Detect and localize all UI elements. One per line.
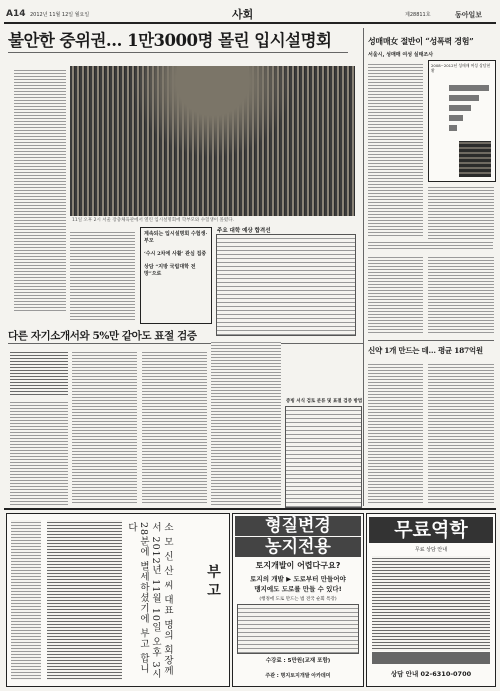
side-story-body-3 (368, 240, 493, 250)
side-chart (428, 60, 496, 182)
sub-body-4 (211, 340, 281, 505)
land-ad-headline-2: 농지전용 (235, 537, 361, 557)
land-ad-host: 주관 : 명지토지개발 아카데미 (265, 673, 331, 679)
cutoff-table (216, 234, 356, 336)
side-story-body (368, 62, 423, 237)
lead-body-column-1 (14, 68, 66, 313)
fortune-ad-schedule-box (372, 652, 490, 664)
chart-bar (449, 95, 479, 101)
land-ad-line-1: 토지의 개발 ▶ 도로부터 만들어야 (250, 575, 346, 583)
lead-body-column-2 (70, 230, 135, 320)
obituary-ad (6, 513, 230, 687)
land-ad-cta: (행정에 도로 만드는 법 전국 순회 특강) (259, 597, 337, 602)
obituary-name-list (47, 520, 122, 680)
verification-box-title: 증빙 서식 검토 분류 및 표절 검증 방법 (286, 399, 363, 404)
fortune-ad (366, 513, 496, 687)
side-story-body-5 (428, 255, 494, 335)
obituary-body: 소 모 신 산 씨 대표 명의 회장께서 2012년 11월 10일 오후 3시 28분에 별세하셨기에 부고 합니다 (126, 522, 173, 679)
sub-lead (10, 350, 68, 395)
lead-photo (70, 66, 355, 216)
sub-headline-rule (8, 343, 363, 344)
obituary-side-notes (11, 520, 41, 680)
land-ad-question: 토지개발이 어렵다구요? (255, 561, 341, 570)
side-story-body-4 (368, 255, 423, 335)
sub-body-2 (72, 350, 137, 505)
sub-body-1 (10, 400, 68, 505)
chart-bar (449, 85, 489, 91)
section-title: 사회 (232, 8, 254, 21)
ad-section-rule (4, 508, 496, 510)
land-ad-fee: 수강료 : 5만원(교재 포함) (265, 658, 331, 664)
side-story-body-2 (428, 185, 494, 240)
column-divider (363, 28, 364, 506)
sub-headline: 다른 자기소개서와 5%만 같아도 표절 검증 (8, 330, 197, 342)
page-number: A14 (6, 9, 26, 19)
issue-date: 2012년 11월 12일 월요일 (30, 12, 90, 18)
side-chart-title: 2008~2012년 성매매 여성 상담현황 (431, 63, 491, 73)
chart-bar (449, 115, 463, 121)
drug-story-body-2 (428, 362, 494, 505)
side-chart-photo (459, 141, 491, 177)
land-ad-schedule (237, 604, 359, 654)
drug-story-body-1 (368, 362, 423, 505)
question-box-item: 상담 “지방 국립대학 전망”으로 (144, 264, 196, 277)
land-ad (232, 513, 364, 687)
chart-bar (449, 125, 457, 131)
fortune-ad-tagline: 무료 상담 안내 (414, 547, 448, 553)
sub-body-3 (142, 350, 207, 505)
masthead-rule (4, 22, 496, 24)
drug-story-headline: 신약 1개 만드는 데… 평균 187억원 (368, 346, 483, 355)
side-divider (368, 340, 494, 341)
fortune-ad-phone: 상담 안내 02-6310-0700 (390, 670, 472, 678)
lead-underline (8, 52, 348, 53)
obituary-title: 부 고 (205, 564, 221, 597)
question-box (140, 227, 212, 324)
lead-photo-caption: 11일 오후 2시 서울 장충체육관에서 열린 입시설명회에 학부모와 수험생이 몰렸다. (72, 218, 234, 223)
edition-number: 제28811호 (405, 12, 431, 18)
verification-box (285, 406, 362, 508)
cutoff-table-title: 주요 대학 예상 합격선 (217, 228, 271, 234)
question-box-item: ‘수시 2차에 사활’ 관심 집중 (144, 251, 207, 257)
land-ad-line-2: 맹지에도 도로를 만들 수 있다! (254, 585, 342, 593)
lead-headline: 불안한 중위권… 1만3000명 몰린 입시설명회 (8, 31, 332, 50)
chart-bar (449, 105, 471, 111)
fortune-ad-headline: 무료역학 (369, 517, 493, 543)
paper-name: 동아일보 (455, 11, 483, 19)
fortune-ad-body (372, 556, 490, 651)
side-story-headline: 성매매女 절반이 “성폭력 경험” (368, 36, 474, 46)
question-box-item: 계속되는 입시설명회 수험생·부모 (144, 231, 208, 244)
side-story-subhead: 서울시, 성매매 여성 실태조사 (368, 52, 434, 58)
land-ad-headline-1: 형질변경 (235, 516, 361, 536)
